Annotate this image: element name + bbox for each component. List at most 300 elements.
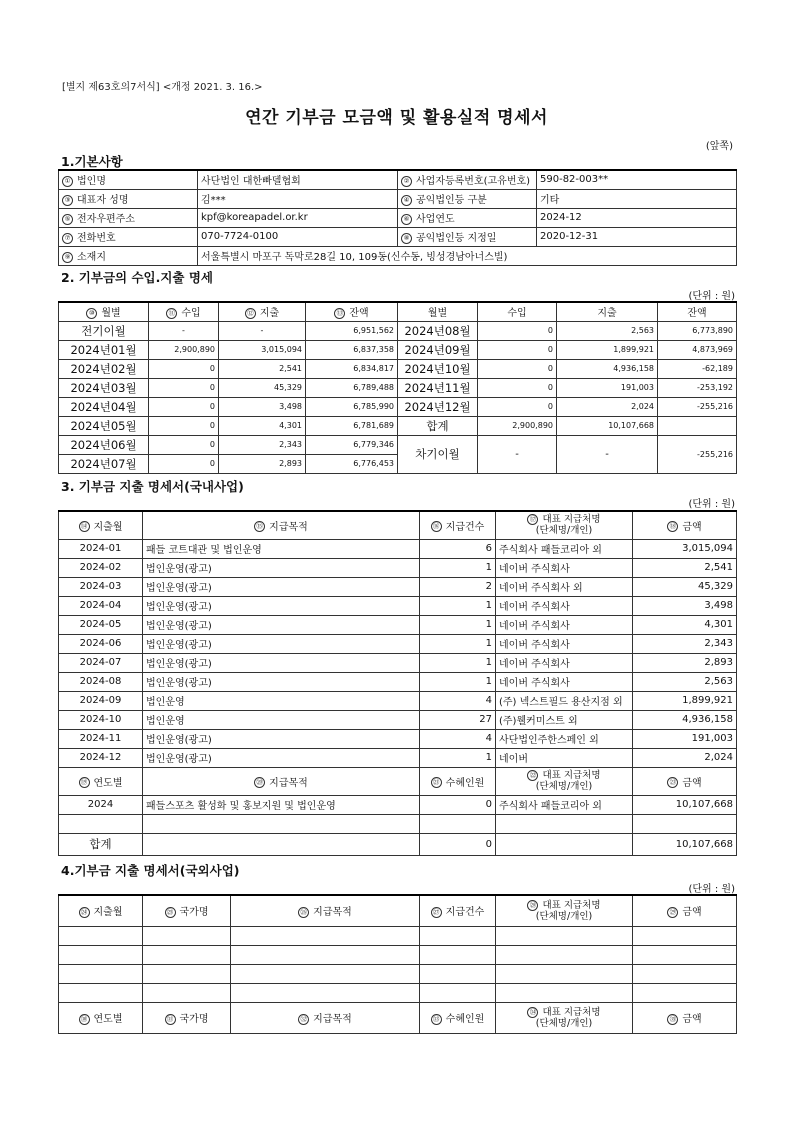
header-row: [59, 302, 737, 321]
purpose-header-label: 지급목적: [269, 777, 308, 789]
col4-header-label: 지급건수: [445, 907, 485, 919]
year-header: [59, 767, 143, 795]
beneficiary-header: [420, 767, 496, 795]
income-cell: 0: [478, 359, 557, 378]
amount-cell: 2,893: [633, 653, 737, 672]
count-cell: 1: [420, 615, 496, 634]
payee-header-label: 대표 지급처명: [542, 514, 601, 526]
balance-cell: 6,781,689: [306, 416, 398, 435]
month-cell: 2024년11월: [398, 378, 478, 397]
month-cell: 2024-04: [59, 596, 143, 615]
amount-header: [633, 511, 737, 539]
circled-number: ⑳: [254, 777, 265, 788]
basic-label-label: 전화번호: [77, 233, 116, 244]
purpose-header-label: 지급목적: [313, 1014, 352, 1025]
table-row: [59, 378, 737, 397]
purpose-cell: 패들스포츠 활성화 및 홍보지원 및 법인운영: [143, 795, 420, 814]
document-title: 연간 기부금 모금액 및 활용실적 명세서: [245, 108, 548, 128]
col1-header: [59, 895, 143, 926]
amount-header: [633, 767, 737, 795]
payee-cell: (주)웰커미스트 외: [496, 710, 633, 729]
basic-value: kpf@koreapadel.or.kr: [198, 208, 398, 227]
month-cell: 2024년04월: [59, 397, 149, 416]
col4-header-label: 수혜인원: [445, 1014, 485, 1025]
month-cell: 2024-01: [59, 539, 143, 558]
empty-cell: [496, 945, 633, 964]
balance-cell: 6,837,358: [306, 340, 398, 359]
empty-cell: [59, 926, 143, 945]
circled-number: ⑥: [401, 214, 412, 225]
balance-cell: -253,192: [658, 378, 737, 397]
carry-balance-cell: -255,216: [658, 435, 737, 473]
amount-cell: 2,024: [633, 748, 737, 767]
empty-cell: [633, 926, 737, 945]
payee-header: [496, 511, 633, 539]
table-row: [59, 397, 737, 416]
table-row: [59, 672, 737, 691]
circled-number: ㉕: [165, 907, 176, 918]
count-cell: 1: [420, 596, 496, 615]
income-cell: 0: [149, 454, 219, 473]
empty-cell: [420, 926, 496, 945]
basic-label-label: 법인명: [77, 176, 106, 188]
month-cell: 2024년10월: [398, 359, 478, 378]
col1-header-label: 지출월: [93, 907, 123, 919]
income-cell: 0: [149, 435, 219, 454]
amount-cell: 45,329: [633, 577, 737, 596]
circled-number: ⑫: [245, 308, 256, 319]
month-cell: 2024-12: [59, 748, 143, 767]
amount-cell: 1,899,921: [633, 691, 737, 710]
basic-label-label: 사업자등록번호(고유번호): [416, 176, 531, 188]
col1-header-label: 연도별: [93, 1014, 123, 1025]
income-header: [149, 302, 219, 321]
count-cell: 2: [420, 577, 496, 596]
balance-cell: 6,776,453: [306, 454, 398, 473]
overseas-expense-table: [58, 894, 737, 1034]
count-cell: 1: [420, 634, 496, 653]
purpose-header: [231, 1002, 420, 1033]
carry-expense-cell: -: [557, 435, 658, 473]
empty-cell: [496, 964, 633, 983]
empty-cell: [143, 983, 231, 1002]
payee-header-label: 대표 지급처명: [542, 899, 601, 911]
empty-cell: [633, 964, 737, 983]
table-row: [59, 227, 737, 246]
empty-cell: [143, 833, 420, 855]
balance-cell: [658, 416, 737, 435]
basic-value: 기타: [537, 189, 737, 208]
circled-number: ㉘: [527, 900, 538, 911]
payee-cell: (주) 넥스트필드 용산지점 외: [496, 691, 633, 710]
empty-row: [59, 945, 737, 964]
count-cell: 4: [420, 691, 496, 710]
month-cell: 2024-11: [59, 729, 143, 748]
month-cell: 전기이월: [59, 321, 149, 340]
circled-number: ㉙: [667, 907, 678, 918]
purpose-cell: 법인운영(광고): [143, 653, 420, 672]
address-label-label: 소재지: [77, 252, 106, 263]
income-expense-table: [58, 301, 737, 474]
payee-cell: 주식회사 패들코리아 외: [496, 795, 633, 814]
circled-number: ⑱: [667, 521, 678, 532]
total-label: 합계: [59, 833, 143, 855]
month-cell: 합계: [398, 416, 478, 435]
month-cell: 2024년05월: [59, 416, 149, 435]
month-cell: 2024년07월: [59, 454, 149, 473]
income-header-label: 수입: [181, 308, 201, 320]
empty-cell: [633, 814, 737, 833]
month-cell: 2024년01월: [59, 340, 149, 359]
purpose-cell: 법인운영: [143, 691, 420, 710]
income-cell: 0: [149, 416, 219, 435]
section3-title: 3. 기부금 지출 명세서(국내사업): [61, 479, 244, 494]
section2-unit: (단위 : 원): [688, 291, 735, 302]
purpose-cell: 법인운영(광고): [143, 558, 420, 577]
balance-cell: 4,873,969: [658, 340, 737, 359]
basic-label: [59, 189, 198, 208]
expense-cell: 2,563: [557, 321, 658, 340]
month-cell: 2024-03: [59, 577, 143, 596]
circled-number: ㉑: [431, 777, 442, 788]
count-header: [420, 511, 496, 539]
country-header: [143, 895, 231, 926]
empty-cell: [231, 945, 420, 964]
table-row: [59, 577, 737, 596]
amount-header: [633, 1002, 737, 1033]
table-row: [59, 208, 737, 227]
income-cell: 0: [149, 359, 219, 378]
table-row: [59, 321, 737, 340]
circled-number: ㉓: [667, 777, 678, 788]
balance-header-2: 잔액: [658, 302, 737, 321]
amount-cell: 4,936,158: [633, 710, 737, 729]
expense-cell: 2,541: [219, 359, 306, 378]
empty-cell: [633, 983, 737, 1002]
circled-number: ㉚: [79, 1014, 90, 1025]
circled-number: ⑤: [62, 214, 73, 225]
income-cell: 0: [478, 321, 557, 340]
address-value: 서울특별시 마포구 독막로28길 10, 109동(신수동, 빙성경남아너스빌): [198, 246, 737, 265]
empty-cell: [420, 983, 496, 1002]
purpose-cell: 법인운영(광고): [143, 577, 420, 596]
basic-label-label: 공익법인등 구분: [416, 195, 487, 206]
table-row: [59, 170, 737, 189]
country-header-label: 국가명: [179, 1014, 209, 1025]
amount-header: [633, 895, 737, 926]
circled-number: ⑨: [62, 252, 73, 263]
empty-cell: [231, 926, 420, 945]
table-row: [59, 246, 737, 265]
basic-value: 590-82-003**: [537, 170, 737, 189]
expense-header-label: 지출: [259, 308, 280, 320]
payee-cell: 네이버 주식회사: [496, 615, 633, 634]
income-cell: 0: [478, 397, 557, 416]
circled-number: ⑪: [166, 308, 177, 319]
beneficiary-header-label: 수혜인원: [445, 777, 485, 789]
empty-cell: [231, 964, 420, 983]
table-row: [59, 615, 737, 634]
empty-cell: [59, 964, 143, 983]
empty-cell: [143, 926, 231, 945]
count-cell: 1: [420, 653, 496, 672]
month-header: [59, 302, 149, 321]
amount-cell: 3,498: [633, 596, 737, 615]
purpose-header: [143, 511, 420, 539]
income-cell: 2,900,890: [478, 416, 557, 435]
payee-cell: 사단법인주한스페인 외: [496, 729, 633, 748]
empty-cell: [59, 983, 143, 1002]
circled-number: ㉗: [431, 907, 442, 918]
month-cell: 2024-08: [59, 672, 143, 691]
empty-cell: [143, 964, 231, 983]
header-row: [59, 895, 737, 926]
circled-number: ⑦: [62, 233, 73, 244]
header-row: [59, 767, 737, 795]
balance-header: [306, 302, 398, 321]
purpose-cell: 법인운영(광고): [143, 596, 420, 615]
expense-header-2: 지출: [557, 302, 658, 321]
header-row: [59, 1002, 737, 1033]
balance-cell: 6,834,817: [306, 359, 398, 378]
balance-cell: 6,773,890: [658, 321, 737, 340]
section2-title: 2. 기부금의 수입.지출 명세: [61, 270, 214, 285]
amount-cell: 191,003: [633, 729, 737, 748]
basic-label: [59, 170, 198, 189]
circled-number: ㉝: [431, 1014, 442, 1025]
section4-unit: (단위 : 원): [688, 884, 735, 895]
payee-header-sublabel: (단체명/개인): [535, 781, 593, 792]
payee-cell: 네이버 주식회사 외: [496, 577, 633, 596]
expense-cell: 2,024: [557, 397, 658, 416]
balance-cell: 6,779,346: [306, 435, 398, 454]
empty-cell: [496, 814, 633, 833]
section1-title: 1.기본사항: [61, 154, 123, 169]
purpose-cell: 법인운영(광고): [143, 672, 420, 691]
amount-cell: 4,301: [633, 615, 737, 634]
address-label: [59, 246, 198, 265]
month-cell: 2024-10: [59, 710, 143, 729]
purpose-cell: 패들 코트대관 및 법인운영: [143, 539, 420, 558]
circled-number: ⑧: [401, 233, 412, 244]
count-header-label: 지급건수: [445, 521, 485, 533]
payee-cell: 네이버 주식회사: [496, 672, 633, 691]
table-row: [59, 539, 737, 558]
purpose-cell: 법인운영(광고): [143, 615, 420, 634]
table-row: [59, 340, 737, 359]
circled-number: ⑰: [527, 514, 538, 525]
amount-header-label: 금액: [682, 907, 702, 919]
month-header: [59, 511, 143, 539]
table-row: [59, 729, 737, 748]
month-cell: 2024-09: [59, 691, 143, 710]
carry-income-cell: -: [478, 435, 557, 473]
basic-value: 2020-12-31: [537, 227, 737, 246]
count-cell: 1: [420, 672, 496, 691]
expense-cell: 3,015,094: [219, 340, 306, 359]
section4-title: 4.기부금 지출 명세서(국외사업): [61, 863, 240, 878]
empty-cell: [231, 983, 420, 1002]
beneficiary-cell: 0: [420, 795, 496, 814]
circled-number: ㉛: [165, 1014, 176, 1025]
payee-header-label: 대표 지급처명: [542, 770, 601, 781]
expense-cell: 45,329: [219, 378, 306, 397]
amount-cell: 10,107,668: [633, 795, 737, 814]
circled-number: ㉔: [79, 907, 90, 918]
payee-header-sublabel: (단체명/개인): [535, 910, 593, 922]
count-cell: 1: [420, 558, 496, 577]
empty-cell: [143, 814, 420, 833]
expense-header: [219, 302, 306, 321]
month-cell: 2024-07: [59, 653, 143, 672]
basic-value: 070-7724-0100: [198, 227, 398, 246]
total-amount: 10,107,668: [633, 833, 737, 855]
circled-number: ㉖: [298, 907, 309, 918]
empty-cell: [420, 945, 496, 964]
expense-cell: 10,107,668: [557, 416, 658, 435]
circled-number: ㉜: [298, 1014, 309, 1025]
payee-cell: 네이버: [496, 748, 633, 767]
empty-cell: [59, 945, 143, 964]
empty-row: [59, 814, 737, 833]
amount-cell: 2,563: [633, 672, 737, 691]
month-cell: 2024-05: [59, 615, 143, 634]
amount-header-label: 금액: [682, 777, 702, 789]
payee-cell: 네이버 주식회사: [496, 653, 633, 672]
income-cell: 0: [149, 397, 219, 416]
amount-header-label: 금액: [682, 521, 702, 533]
col4-header: [420, 895, 496, 926]
purpose-header: [231, 895, 420, 926]
purpose-cell: 법인운영(광고): [143, 748, 420, 767]
basic-value: 김***: [198, 189, 398, 208]
circled-number: ⑭: [79, 521, 90, 532]
empty-cell: [496, 983, 633, 1002]
month-cell: 2024-06: [59, 634, 143, 653]
table-row: [59, 596, 737, 615]
expense-cell: 2,343: [219, 435, 306, 454]
expense-cell: 1,899,921: [557, 340, 658, 359]
balance-cell: 6,951,562: [306, 321, 398, 340]
col1-header: [59, 1002, 143, 1033]
table-row: [59, 189, 737, 208]
empty-cell: [420, 814, 496, 833]
table-row: [59, 748, 737, 767]
empty-cell: [633, 945, 737, 964]
basic-label: [398, 189, 537, 208]
basic-label-label: 대표자 성명: [77, 195, 129, 206]
country-header: [143, 1002, 231, 1033]
month-cell: 2024년06월: [59, 435, 149, 454]
income-cell: 0: [478, 340, 557, 359]
month-header-label: 월별: [101, 308, 121, 320]
table-row: [59, 435, 737, 454]
amount-cell: 2,541: [633, 558, 737, 577]
table-row: [59, 710, 737, 729]
empty-row: [59, 983, 737, 1002]
purpose-cell: 법인운영(광고): [143, 634, 420, 653]
income-cell: 2,900,890: [149, 340, 219, 359]
circled-number: ⑮: [254, 521, 265, 532]
empty-cell: [496, 926, 633, 945]
basic-value: 2024-12: [537, 208, 737, 227]
payee-cell: 주식회사 패들코리아 외: [496, 539, 633, 558]
circled-number: ⑬: [334, 308, 345, 319]
year-header-label: 연도별: [93, 777, 123, 789]
empty-cell: [143, 945, 231, 964]
form-number: [별지 제63호의7서식] <개정 2021. 3. 16.>: [62, 82, 263, 93]
circled-number: ①: [62, 176, 73, 187]
country-header-label: 국가명: [179, 907, 209, 919]
basic-value: 사단법인 대한빠델협회: [198, 170, 398, 189]
carry-month-cell: 차기이월: [398, 435, 478, 473]
empty-cell: [420, 964, 496, 983]
month-cell: 2024년09월: [398, 340, 478, 359]
table-row: [59, 359, 737, 378]
empty-cell: [59, 814, 143, 833]
expense-cell: 4,301: [219, 416, 306, 435]
circled-number: ③: [62, 195, 73, 206]
expense-cell: 3,498: [219, 397, 306, 416]
balance-cell: 6,789,488: [306, 378, 398, 397]
total-count: 0: [420, 833, 496, 855]
circled-number: ②: [401, 176, 412, 187]
month-cell: 2024년02월: [59, 359, 149, 378]
payee-header: [496, 1002, 633, 1033]
section3-unit: (단위 : 원): [688, 499, 735, 510]
month-cell: 2024년03월: [59, 378, 149, 397]
balance-cell: 6,785,990: [306, 397, 398, 416]
basic-label: [398, 227, 537, 246]
count-cell: 4: [420, 729, 496, 748]
table-row: [59, 795, 737, 814]
empty-row: [59, 926, 737, 945]
month-cell: 2024년12월: [398, 397, 478, 416]
payee-header-sublabel: (단체명/개인): [535, 525, 593, 537]
basic-label: [398, 170, 537, 189]
page-side-label: (앞쪽): [705, 141, 733, 152]
income-cell: 0: [149, 378, 219, 397]
month-cell: 2024-02: [59, 558, 143, 577]
purpose-cell: 법인운영(광고): [143, 729, 420, 748]
count-cell: 1: [420, 748, 496, 767]
payee-cell: 네이버 주식회사: [496, 558, 633, 577]
table-row: [59, 558, 737, 577]
basic-info-table: [58, 169, 737, 266]
payee-cell: 네이버 주식회사: [496, 634, 633, 653]
basic-label-label: 사업연도: [416, 214, 455, 225]
circled-number: ⑯: [431, 521, 442, 532]
expense-cell: 191,003: [557, 378, 658, 397]
month-header-label: 지출월: [93, 521, 123, 533]
month-cell: 2024년08월: [398, 321, 478, 340]
year-cell: 2024: [59, 795, 143, 814]
col4-header: [420, 1002, 496, 1033]
purpose-header-label: 지급목적: [269, 521, 308, 533]
basic-label-label: 공익법인등 지정일: [416, 233, 497, 244]
purpose-header: [143, 767, 420, 795]
balance-cell: -62,189: [658, 359, 737, 378]
payee-header: [496, 895, 633, 926]
income-cell: 0: [478, 378, 557, 397]
count-cell: 6: [420, 539, 496, 558]
table-row: [59, 653, 737, 672]
amount-cell: 2,343: [633, 634, 737, 653]
basic-label: [59, 208, 198, 227]
payee-header-label: 대표 지급처명: [542, 1006, 601, 1018]
empty-cell: [496, 833, 633, 855]
expense-cell: 2,893: [219, 454, 306, 473]
